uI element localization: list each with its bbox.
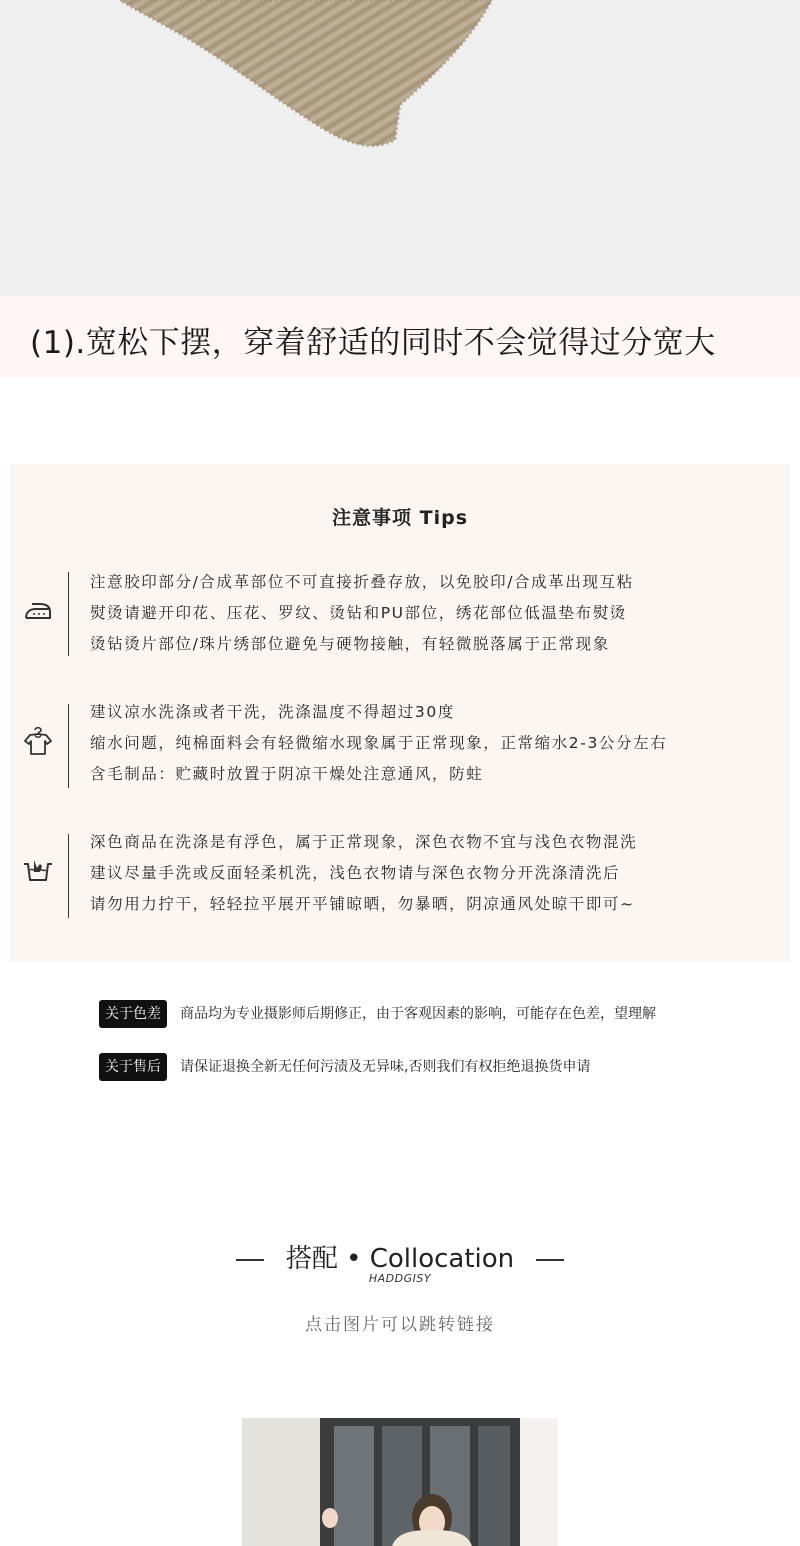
tip-line: 建议凉水洗涤或者干洗，洗涤温度不得超过30度 (90, 703, 455, 721)
caption-band (0, 296, 800, 378)
tip-divider (68, 834, 69, 918)
notice-text: 请保证退换全新无任何污渍及无异味,否则我们有权拒绝退换货申请 (180, 1059, 591, 1075)
feature-caption: (1).宽松下摆，穿着舒适的同时不会觉得过分宽大 (30, 325, 716, 361)
tip-divider (68, 704, 69, 788)
care-tips-card (10, 464, 790, 962)
outfit-photo (242, 1418, 558, 1546)
tip-line: 建议尽量手洗或反面轻柔机洗，浅色衣物请与深色衣物分开洗涤清洗后 (90, 864, 621, 882)
tips-title: 注意事项 Tips (332, 507, 468, 529)
tip-line: 烫钻烫片部位/珠片绣部位避免与硬物接触，有轻微脱落属于正常现象 (90, 635, 610, 653)
product-photo-top (0, 0, 800, 296)
tip-line: 注意胶印部分/合成革部位不可直接折叠存放，以免胶印/合成革出现互粘 (90, 573, 634, 591)
dash-left (236, 1259, 264, 1261)
hand-wash-icon (20, 852, 56, 888)
tip-line: 熨烫请避开印花、压花、罗纹、烫钻和PU部位，绣花部位低温垫布熨烫 (90, 604, 627, 622)
tip-line: 请勿用力拧干，轻轻拉平展开平铺晾晒，勿暴晒，阴凉通风处晾干即可~ (90, 895, 635, 913)
notice-badge: 关于色差 (99, 1000, 167, 1028)
brand-name: HADDGISY (368, 1272, 432, 1285)
link-hint: 点击图片可以跳转链接 (305, 1315, 495, 1335)
tip-divider (68, 572, 69, 656)
hanger-shirt-icon (20, 722, 56, 758)
tip-line: 缩水问题，纯棉面料会有轻微缩水现象属于正常现象，正常缩水2-3公分左右 (90, 734, 668, 752)
notice-text: 商品均为专业摄影师后期修正，由于客观因素的影响，可能存在色差，望理解 (180, 1006, 656, 1022)
tip-line: 深色商品在洗涤是有浮色，属于正常现象，深色衣物不宜与浅色衣物混洗 (90, 833, 638, 851)
dash-right (536, 1259, 564, 1261)
knit-fabric-image (0, 0, 800, 296)
collocation-header (0, 1238, 800, 1275)
collocation-title: 搭配 • Collocation (285, 1244, 515, 1274)
outfit-photo-link[interactable] (242, 1418, 558, 1546)
tip-line: 含毛制品：贮藏时放置于阴凉干燥处注意通风，防蛀 (90, 765, 484, 783)
notice-badge: 关于售后 (99, 1053, 167, 1081)
iron-icon (20, 592, 56, 628)
